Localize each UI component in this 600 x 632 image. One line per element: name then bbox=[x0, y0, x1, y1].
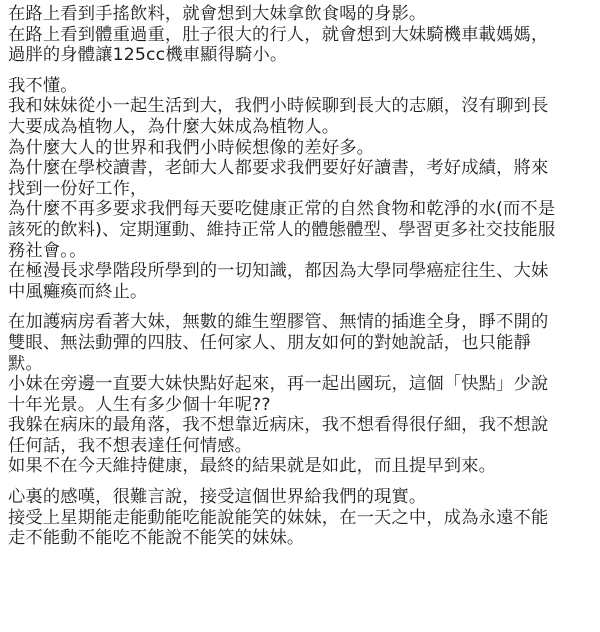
paragraph bbox=[8, 4, 594, 66]
text-line: 在極漫長求學階段所學到的一切知識，都因為大學同學癌症往生、大妹 bbox=[8, 261, 549, 282]
text-line: 在路上看到手搖飲料，就會想到大妹拿飲食喝的身影。 bbox=[8, 4, 427, 24]
text-line: 為什麼不再多要求我們每天要吃健康正常的自然食物和乾淨的水(而不是 bbox=[8, 199, 556, 220]
text-line: 為什麼在學校讀書，老師大人都要求我們要好好讀書，考好成績，將來 bbox=[8, 158, 549, 179]
text-line: 心裏的感嘆，很難言說，接受這個世界給我們的現實。 bbox=[8, 487, 427, 508]
paragraph bbox=[8, 312, 594, 477]
text-line: 該死的飲料)、定期運動、維持正常人的體態體型、學習更多社交技能服 bbox=[8, 219, 556, 240]
text-line: 過胖的身體讓125cc機車顯得騎小。 bbox=[8, 45, 288, 66]
text-line: 中風癱瘓而終止。 bbox=[8, 281, 148, 302]
text-line: 務社會。。 bbox=[8, 240, 87, 261]
post-body bbox=[8, 4, 594, 559]
text-line: 找到一份好工作， bbox=[8, 178, 148, 199]
text-line: 大要成為植物人，為什麼大妹成為植物人。 bbox=[8, 116, 340, 137]
text-line: 任何話，我不想表達任何情感。 bbox=[8, 435, 253, 456]
text-line: 我不懂。 bbox=[8, 75, 78, 96]
text-line: 默。 bbox=[8, 353, 43, 374]
text-line: 在路上看到體重過重，肚子很大的行人，就會想到大妹騎機車載媽媽， bbox=[8, 24, 549, 45]
paragraph bbox=[8, 76, 594, 303]
text-line: 在加護病房看著大妹，無數的維生塑膠管、無情的插進全身，睜不開的 bbox=[8, 312, 549, 333]
paragraph bbox=[8, 487, 594, 549]
text-line: 雙眼、無法動彈的四肢、任何家人、朋友如何的對她說話，也只能靜 bbox=[8, 332, 531, 353]
text-line: 十年光景。人生有多少個十年呢?? bbox=[8, 394, 271, 415]
text-line: 走不能動不能吃不能說不能笑的妹妹。 bbox=[8, 528, 305, 549]
text-line: 我和妹妹從小一起生活到大，我們小時候聊到長大的志願，沒有聊到長 bbox=[8, 96, 549, 117]
text-line: 為什麼大人的世界和我們小時候想像的差好多。 bbox=[8, 137, 375, 158]
text-line: 接受上星期能走能動能吃能說能笑的妹妹，在一天之中，成為永遠不能 bbox=[8, 507, 549, 528]
text-line: 如果不在今天維持健康，最終的結果就是如此，而且提早到來。 bbox=[8, 456, 497, 477]
text-line: 我躲在病床的最角落，我不想靠近病床，我不想看得很仔細，我不想說 bbox=[8, 415, 549, 436]
text-line: 小妹在旁邊一直要大妹快點好起來，再一起出國玩，這個「快點」少說 bbox=[8, 374, 549, 395]
